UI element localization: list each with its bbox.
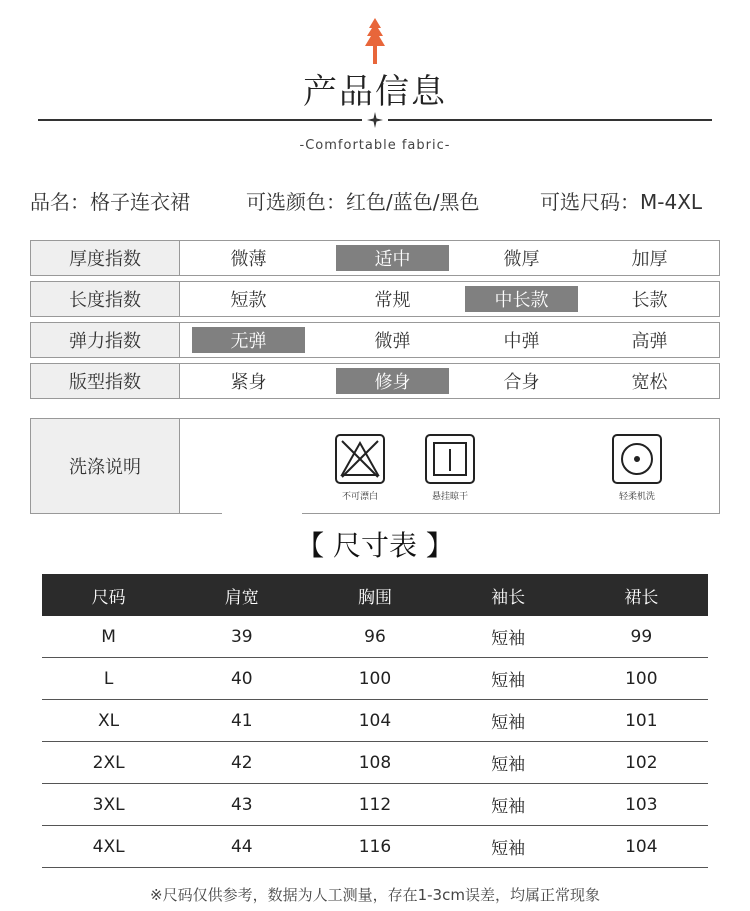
table-cell: 40 — [230, 668, 253, 689]
size-table-header-cell: 裙长 — [624, 587, 659, 608]
table-row — [42, 616, 708, 658]
divider-right — [388, 119, 712, 121]
wash-instructions — [30, 418, 720, 514]
hang-dry-icon — [423, 433, 477, 502]
table-cell: 39 — [230, 626, 253, 647]
hang-dry-caption: 悬挂晾干 — [431, 492, 468, 502]
fit-index-label: 版型指数 — [31, 364, 180, 398]
tree-logo-icon — [362, 18, 388, 64]
table-row — [42, 658, 708, 700]
subtitle: -Comfortable fabric- — [299, 138, 451, 153]
size-chart-title: 【 尺寸表 】 — [296, 529, 454, 562]
table-cell: 2XL — [92, 752, 125, 773]
length-option: 短款 — [230, 290, 267, 311]
table-cell: M — [101, 626, 116, 647]
divider-left — [38, 119, 362, 121]
fit-option-selected: 修身 — [336, 368, 449, 394]
elasticity-option-selected: 无弹 — [192, 327, 305, 353]
table-cell: 108 — [358, 752, 392, 773]
size-table-header-cell: 肩宽 — [224, 587, 259, 608]
table-cell: 100 — [358, 668, 392, 689]
thickness-option: 加厚 — [631, 249, 668, 270]
elasticity-index-row — [30, 322, 720, 358]
ornament-icon — [366, 111, 384, 129]
length-option: 长款 — [631, 290, 668, 311]
fit-option: 紧身 — [230, 372, 267, 393]
table-row — [42, 742, 708, 784]
table-cell: 100 — [625, 668, 658, 689]
table-cell: 104 — [358, 710, 392, 731]
table-row — [42, 784, 708, 826]
size-table-header-cell: 胸围 — [357, 587, 392, 608]
fit-option: 合身 — [503, 372, 540, 393]
wash-label: 洗涤说明 — [31, 419, 180, 513]
table-cell: 102 — [625, 752, 658, 773]
fit-index-row — [30, 363, 720, 399]
table-row — [42, 826, 708, 868]
table-cell: 99 — [630, 626, 653, 647]
thickness-index-row — [30, 240, 720, 276]
table-cell: 短袖 — [491, 629, 526, 649]
product-name: 品名：格子连衣裙 — [30, 190, 190, 214]
table-cell: 101 — [625, 710, 658, 731]
length-index-label: 长度指数 — [31, 282, 180, 316]
table-cell: 112 — [358, 794, 392, 815]
gentle-wash-icon — [610, 433, 664, 502]
table-cell: 96 — [364, 626, 386, 647]
table-cell: 短袖 — [491, 755, 526, 775]
elasticity-index-label: 弹力指数 — [31, 323, 180, 357]
elasticity-option: 中弹 — [503, 331, 540, 352]
size-table — [42, 574, 708, 868]
table-cell: 42 — [230, 752, 253, 773]
elasticity-option: 高弹 — [631, 331, 668, 352]
table-cell: L — [103, 668, 114, 689]
size-table-header — [42, 574, 708, 616]
thickness-index-label: 厚度指数 — [31, 241, 180, 275]
size-table-header-cell: 袖长 — [491, 587, 526, 608]
length-index-row — [30, 281, 720, 317]
table-cell: XL — [98, 710, 120, 731]
size-note: ※尺码仅供参考，数据为人工测量，存在1-3cm误差，均属正常现象 — [150, 886, 600, 904]
thickness-option: 微厚 — [503, 249, 540, 270]
gentle-wash-caption: 轻柔机洗 — [618, 492, 655, 502]
length-option-selected: 中长款 — [465, 286, 578, 312]
product-sizes: 可选尺码：M-4XL — [540, 190, 703, 214]
product-colors: 可选颜色：红色/蓝色/黑色 — [246, 190, 480, 214]
table-cell: 104 — [625, 836, 658, 857]
fit-option: 宽松 — [631, 372, 668, 393]
table-cell: 116 — [358, 836, 392, 857]
table-cell: 4XL — [92, 836, 125, 857]
table-cell: 44 — [230, 836, 253, 857]
table-cell: 41 — [230, 710, 253, 731]
page-title: 产品信息 — [303, 72, 447, 112]
size-table-header-cell: 尺码 — [91, 587, 126, 608]
elasticity-option: 微弹 — [374, 331, 411, 352]
table-cell: 短袖 — [491, 797, 526, 817]
table-cell: 3XL — [92, 794, 125, 815]
thickness-option: 微薄 — [230, 249, 267, 270]
table-cell: 103 — [625, 794, 658, 815]
table-cell: 短袖 — [491, 671, 526, 691]
table-cell: 43 — [230, 794, 253, 815]
thickness-option-selected: 适中 — [336, 245, 449, 271]
no-bleach-icon — [333, 433, 387, 502]
table-cell: 短袖 — [491, 713, 526, 733]
no-bleach-caption: 不可漂白 — [341, 492, 378, 502]
table-row — [42, 700, 708, 742]
table-cell: 短袖 — [491, 839, 526, 859]
length-option: 常规 — [374, 290, 411, 311]
